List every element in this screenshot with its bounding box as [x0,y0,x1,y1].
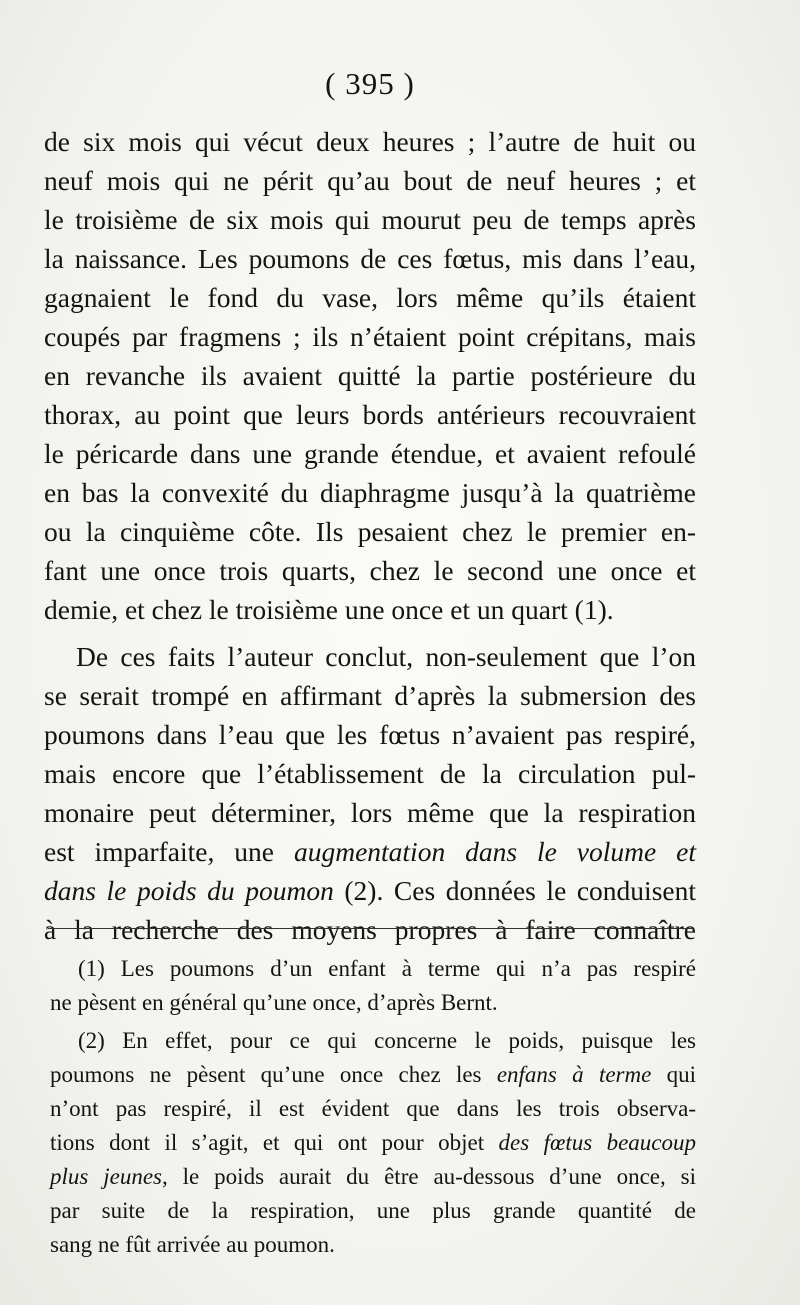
italic-phrase: plus jeunes [50,1164,163,1189]
text-line: fant une once trois quarts, chez le second une once et [44,555,696,586]
text-line: poumons dans l’eau que les fœtus n’avaient pas respiré, [44,719,696,750]
text-line: gagnaient le fond du vase, lors même qu’ils étaient [44,282,696,313]
italic-phrase: augmentation dans le volume et [293,836,697,867]
text-segment: (2). Ces données le conduisent [333,875,696,906]
paragraph-start-line: De ces faits l’auteur conclut, non-seulement que l’on [76,641,696,672]
footnote-2-line: sang ne fût arrivée au poumon. [50,1232,335,1257]
text-segment: est imparfaite, une [44,836,294,867]
text-line [44,871,696,910]
text-segment: qui [651,1062,696,1087]
text-line: en revanche ils avaient quitté la partie postérieure du [44,360,696,391]
text-line: ou la cinquième côte. Ils pesaient chez le premier en- [44,516,696,547]
text-line [44,832,696,871]
text-line: se serait trompé en affirmant d’après la submersion des [44,680,696,711]
text-line: neuf mois qui ne périt qu’au bout de neuf heures ; et [44,165,696,196]
text-line: monaire peut déterminer, lors même que la respiration [44,797,696,828]
text-line: à la recherche des moyens propres à faire connaître [44,914,696,945]
footnote-2-line: par suite de la respiration, une plus grande quantité de [50,1198,696,1223]
footnote-2-line: n’ont pas respiré, il est évident que dans les trois observa- [50,1096,696,1121]
page-number: ( 395 ) [325,66,415,101]
text-segment: poumons ne pèsent qu’une once chez les [50,1062,497,1087]
text-segment: , le poids aurait du être au-dessous d’une once, si [162,1164,696,1189]
text-line: demie, et chez le troisième une once et un quart (1). [44,594,614,625]
footnote-2-line: (2) En effet, pour ce qui concerne le poids, puisque les [78,1028,696,1053]
footnote-1-line: (1) Les poumons d’un enfant à terme qui n’a pas respiré [78,956,696,981]
text-line: coupés par fragmens ; ils n’étaient point crépitans, mais [44,321,696,352]
footnotes [50,952,696,1262]
footnote-1-line: ne pèsent en général qu’une once, d’après Bernt. [50,990,498,1015]
main-text [44,122,696,949]
footnote-2-line [50,1160,696,1194]
footnote-2-line [50,1058,696,1092]
text-line: le troisième de six mois qui mourut peu de temps après [44,204,696,235]
italic-phrase: dans le poids du poumon [44,875,334,906]
text-line: en bas la convexité du diaphragme jusqu’à la quatrième [44,477,696,508]
text-line: la naissance. Les poumons de ces fœtus, mis dans l’eau, [44,243,696,274]
text-segment: tions dont il s’agit, et qui ont pour objet [50,1130,499,1155]
footnote-2-line [50,1126,696,1160]
text-line: le péricarde dans une grande étendue, et avaient refoulé [44,438,696,469]
footnote-separator [48,928,693,929]
text-line: de six mois qui vécut deux heures ; l’autre de huit ou [44,126,696,157]
italic-phrase: enfans à terme [496,1062,652,1087]
italic-phrase: des fœtus beaucoup [498,1130,696,1155]
text-line: thorax, au point que leurs bords antérieurs recouvraient [44,399,696,430]
text-line: mais encore que l’établissement de la circulation pul- [44,758,696,789]
